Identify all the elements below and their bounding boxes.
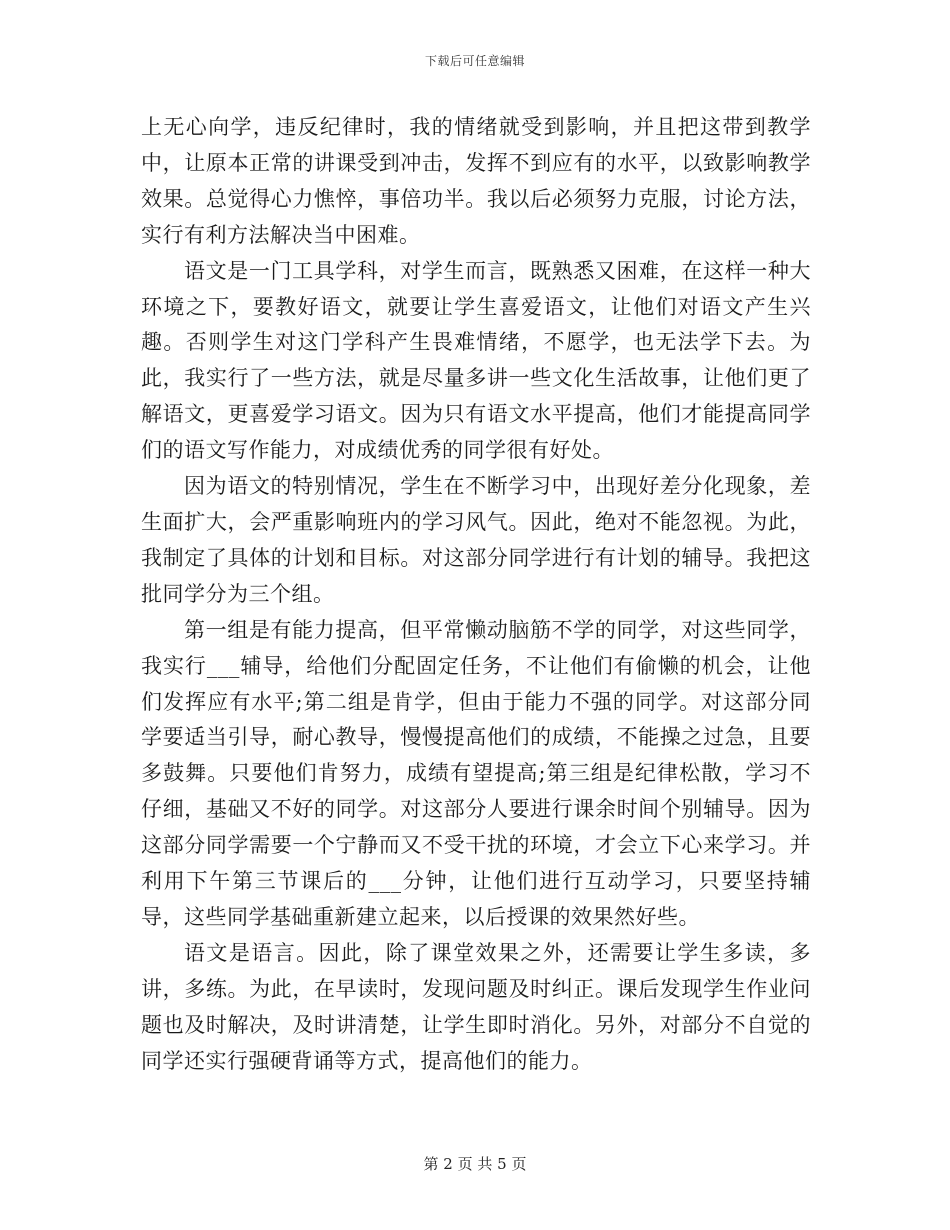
paragraph-continued: 上无心向学，违反纪律时，我的情绪就受到影响，并且把这带到教学中，让原本正常的讲课受到冲击，发挥不到应有的水平，以致影响教学效果。总觉得心力憔悴，事倍功半。我以后必须努力克服，讨论方法，实行有利方法解决当中困难。 [141, 115, 811, 247]
document-body [141, 110, 811, 1079]
paragraph-language-practice: 语文是语言。因此，除了课堂效果之外，还需要让学生多读，多讲，多练。为此，在早读时，发现问题及时纠正。课后发现学生作业问题也及时解决，及时讲清楚，让学生即时消化。另外，对部分不自觉的同学还实行强硬背诵等方式，提高他们的能力。 [141, 940, 811, 1073]
paragraph-student-differentiation: 因为语文的特别情况，学生在不断学习中，出现好差分化现象，差生面扩大，会严重影响班内的学习风气。因此，绝对不能忽视。为此，我制定了具体的计划和目标。对这部分同学进行有计划的辅导。我把这批同学分为三个组。 [141, 474, 811, 606]
paragraph-three-groups: 第一组是有能力提高，但平常懒动脑筋不学的同学，对这些同学，我实行___辅导，给他们分配固定任务，不让他们有偷懒的机会，让他们发挥应有水平;第二组是肯学，但由于能力不强的同学。对这部分同学要适当引导，耐心教导，慢慢提高他们的成绩，不能操之过急，且要多鼓舞。只要他们肯努力，成绩有望提高;第三组是纪律松散，学习不仔细，基础又不好的同学。对这部分人要进行课余时间个别辅导。因为这部分同学需要一个宁静而又不受干扰的环境，才会立下心来学习。并利用下午第三节课后的___分钟，让他们进行互动学习，只要坚持辅导，这些同学基础重新建立起来，以后授课的效果然好些。 [141, 617, 811, 929]
paragraph-chinese-subject: 语文是一门工具学科，对学生而言，既熟悉又困难，在这样一种大环境之下，要教好语文，就要让学生喜爱语文，让他们对语文产生兴趣。否则学生对这门学科产生畏难情绪，不愿学，也无法学下去。为此，我实行了一些方法，就是尽量多讲一些文化生活故事，让他们更了解语文，更喜爱学习语文。因为只有语文水平提高，他们才能提高同学们的语文写作能力，对成绩优秀的同学很有好处。 [141, 258, 811, 463]
page-header: 下载后可任意编辑 [424, 54, 525, 68]
page-number: 第 2 页 共 5 页 [423, 1155, 527, 1173]
